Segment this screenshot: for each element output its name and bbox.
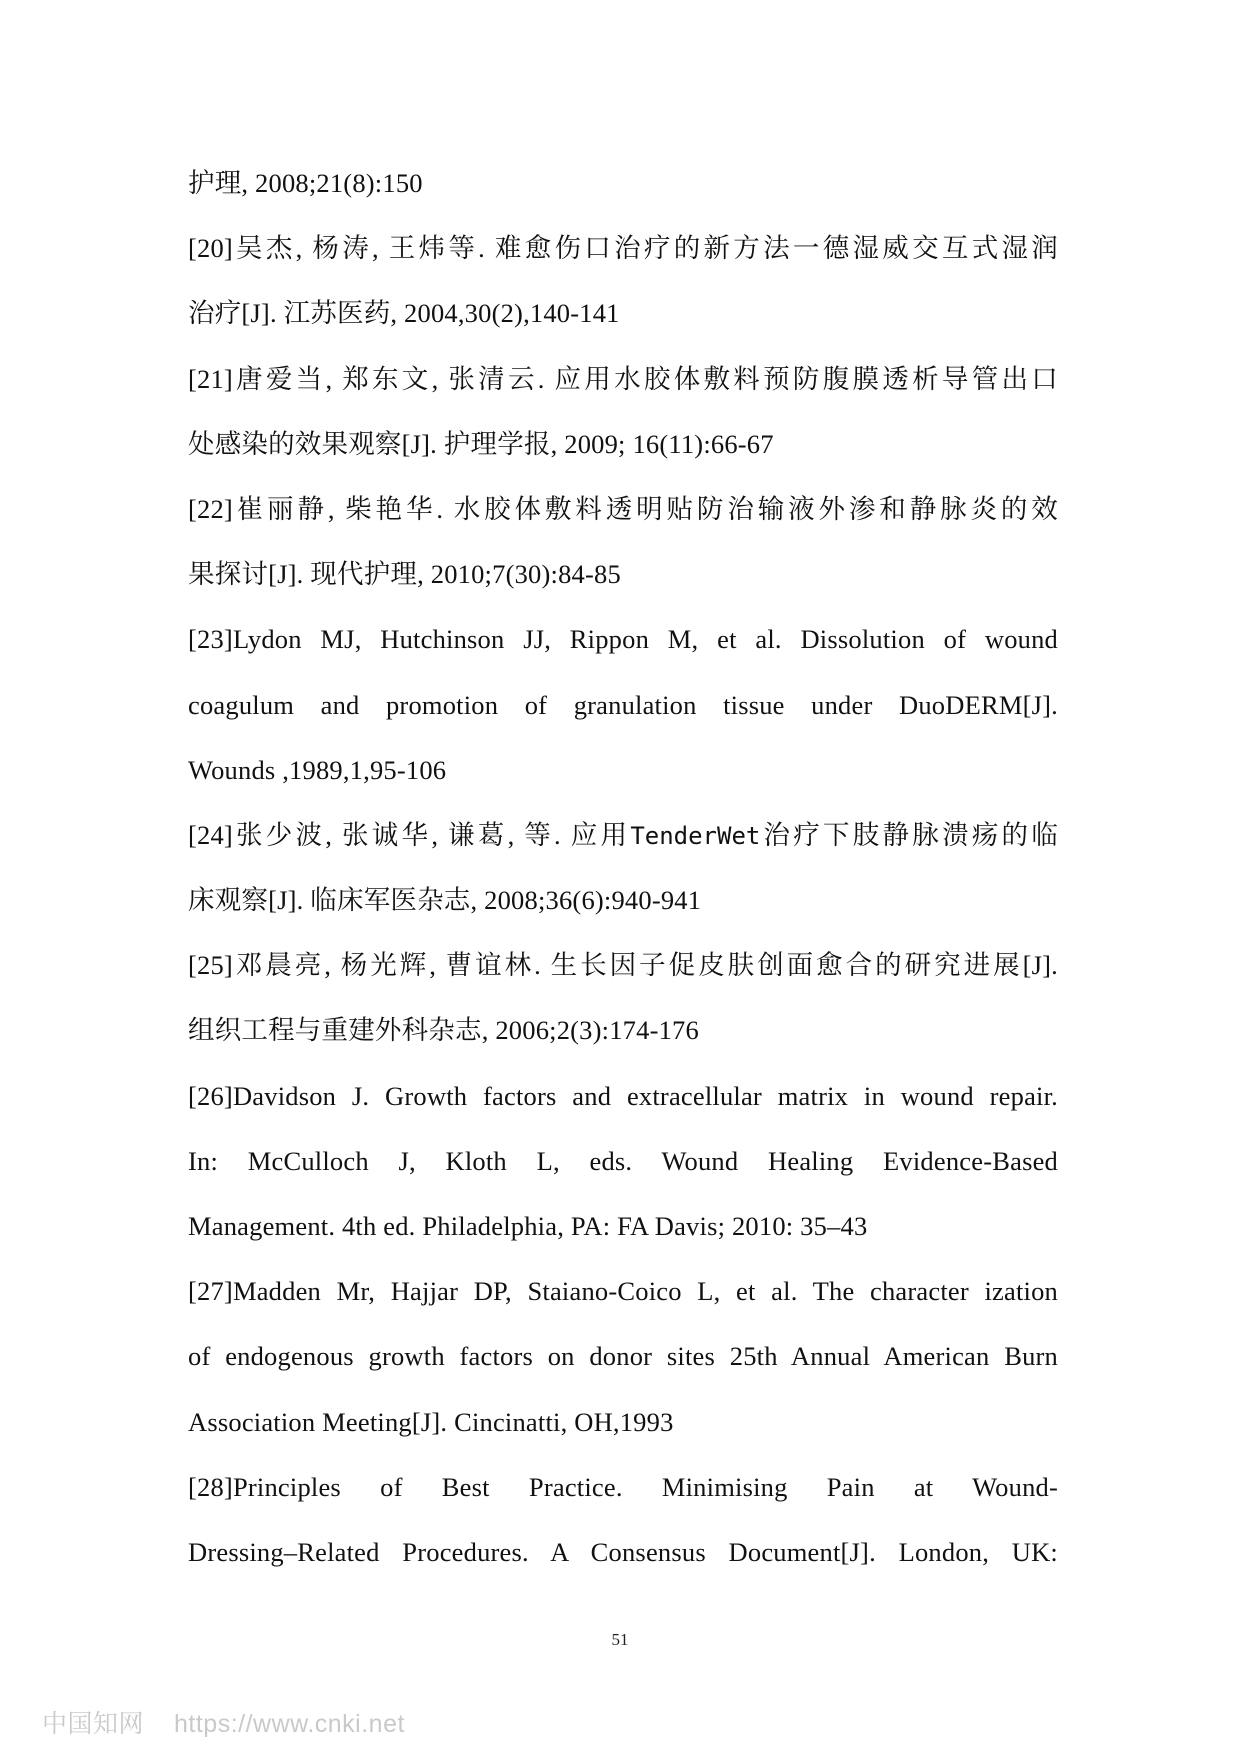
reference-line: Association Meeting[J]. Cincinatti, OH,1993 xyxy=(188,1406,674,1437)
reference-line: [20]吴杰, 杨涛, 王炜等. 难愈伤口治疗的新方法一德湿威交互式湿润 xyxy=(188,233,1058,264)
reference-line: [25]邓晨亮, 杨光辉, 曹谊林. 生长因子促皮肤创面愈合的研究进展[J]. xyxy=(188,950,1058,981)
reference-list xyxy=(188,158,1058,1592)
reference-text: 治疗下肢静脉溃疡的临 xyxy=(760,819,1058,850)
reference-line: 治疗[J]. 江苏医药, 2004,30(2),140-141 xyxy=(188,298,620,329)
reference-line: 组织工程与重建外科杂志, 2006;2(3):174-176 xyxy=(188,1015,699,1046)
watermark xyxy=(42,1704,405,1740)
reference-line: Management. 4th ed. Philadelphia, PA: FA Davis; 2010: 35–43 xyxy=(188,1211,868,1241)
reference-line: [23]Lydon MJ, Hutchinson JJ, Rippon M, et al. Dissolution of wound xyxy=(188,624,1058,655)
reference-line: In: McCulloch J, Kloth L, eds. Wound Healing Evidence-Based xyxy=(188,1145,1058,1176)
reference-line: [21]唐爱当, 郑东文, 张清云. 应用水胶体敷料预防腹膜透析导管出口 xyxy=(188,363,1058,394)
reference-line xyxy=(188,810,1058,875)
reference-line: [22]崔丽静, 柴艳华. 水胶体敷料透明贴防治输液外渗和静脉炎的效 xyxy=(188,493,1058,524)
page-number: 51 xyxy=(611,1630,629,1649)
reference-line: Dressing–Related Procedures. A Consensus Document[J]. London, UK: xyxy=(188,1536,1058,1567)
reference-line: 床观察[J]. 临床军医杂志, 2008;36(6):940-941 xyxy=(188,885,702,916)
reference-line: [28]Principles of Best Practice. Minimising Pain at Wound- xyxy=(188,1471,1058,1502)
reference-line: [27]Madden Mr, Hajjar DP, Staiano-Coico L, et al. The character ization xyxy=(188,1276,1058,1307)
reference-line: coagulum and promotion of granulation tissue under DuoDERM[J]. xyxy=(188,689,1058,720)
reference-line: [26]Davidson J. Growth factors and extracellular matrix in wound repair. xyxy=(188,1080,1058,1111)
reference-line: 处感染的效果观察[J]. 护理学报, 2009; 16(11):66-67 xyxy=(188,428,774,459)
reference-line: 果探讨[J]. 现代护理, 2010;7(30):84-85 xyxy=(188,559,621,590)
reference-line: Wounds ,1989,1,95-106 xyxy=(188,754,447,785)
reference-product-name: TenderWet xyxy=(630,821,761,850)
watermark-brand: 中国知网 xyxy=(42,1710,145,1738)
watermark-url: https://www.cnki.net xyxy=(174,1710,405,1738)
reference-line: 护理, 2008;21(8):150 xyxy=(188,168,423,198)
reference-line: of endogenous growth factors on donor sites 25th Annual American Burn xyxy=(188,1341,1058,1372)
reference-text: [24]张少波, 张诚华, 谦葛, 等. 应用 xyxy=(188,819,631,850)
